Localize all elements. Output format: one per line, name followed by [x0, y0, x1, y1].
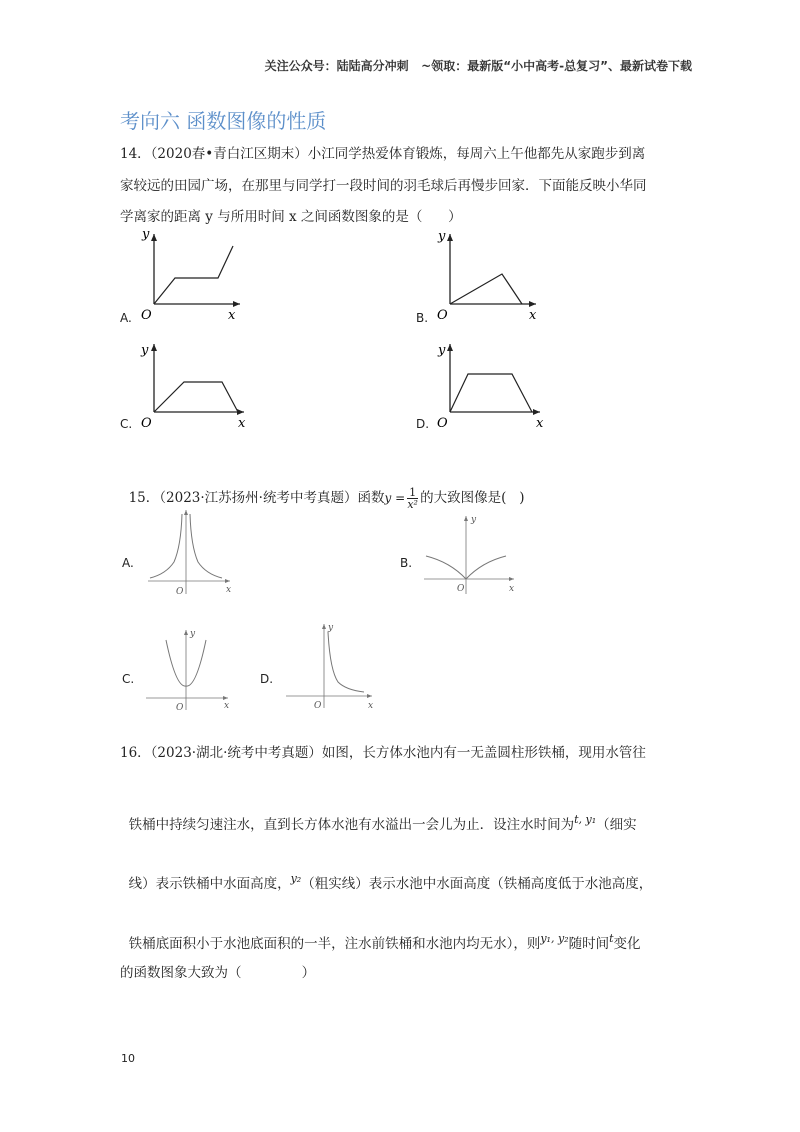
origin-label: O: [141, 308, 152, 322]
axis-y-label: y: [328, 623, 334, 633]
axis-y-label: y: [471, 515, 477, 525]
q15-suffix: 的大致图像是( ): [420, 490, 525, 506]
axis-x-label: x: [368, 701, 374, 711]
q16-line-4a: 铁桶底面积小于水池底面积的一半，注水前铁桶和水池内均无水），则: [128, 936, 541, 952]
q15-option-a-label: A.: [122, 556, 134, 570]
q14-line-1: 14．（2020春•青白江区期末）小江同学热爱体育锻炼，每周六上午他都先从家跑步到离: [120, 146, 646, 162]
q14-graph-c: [138, 336, 254, 432]
q15-func-lhs: y =: [384, 491, 406, 505]
axis-y-label: y: [438, 229, 446, 244]
q16-line-2a: 铁桶中持续匀速注水，直到长方体水池有水溢出一会儿为止．设注水时间为: [128, 817, 575, 833]
q14-line-2: 家较远的田园广场，在那里与同学打一段时间的羽毛球后再慢步回家．下面能反映小华同: [120, 178, 647, 194]
origin-label: O: [176, 587, 184, 597]
q16-sym-y1-y2: y₁, y₂: [540, 932, 569, 945]
q15-option-d-label: D.: [260, 672, 274, 686]
q14-graph-b: [434, 226, 546, 322]
q15-graph-c: [142, 626, 234, 714]
axis-y-label: y: [438, 343, 446, 358]
q14-graph-d: [434, 336, 550, 432]
origin-label: O: [457, 584, 465, 594]
q15-frac-den: x²: [407, 498, 418, 511]
axis-x-label: x: [536, 416, 544, 431]
q15-option-b-label: B.: [400, 556, 413, 570]
q16-line-1: 16．（2023·湖北·统考中考真题）如图，长方体水池内有一无盖圆柱形铁桶，现用水管往: [120, 745, 646, 761]
q15-frac-num: 1: [409, 486, 417, 499]
page-header: 关注公众号：陆陆高分冲刺 ~领取：最新版“小中高考-总复习”、最新试卷下载: [264, 59, 692, 73]
q15-option-c-label: C.: [122, 672, 135, 686]
origin-label: O: [176, 703, 184, 713]
axis-x-label: x: [228, 308, 236, 322]
axis-x-label: x: [529, 308, 537, 322]
q15-line: [120, 470, 525, 510]
q16-line-3a: 线）表示铁桶中水面高度，: [128, 876, 291, 892]
q16-sym-y2: y₂: [290, 872, 302, 885]
axis-y-label: y: [142, 227, 150, 242]
q16-line-2: [120, 797, 637, 833]
section-title: 考向六 函数图像的性质: [120, 109, 327, 133]
origin-label: O: [437, 416, 448, 431]
q16-line-3: [120, 856, 652, 892]
q14-option-c-label: C.: [120, 417, 133, 431]
q14-graph-a: [138, 226, 250, 322]
axis-x-label: x: [224, 701, 230, 711]
q16-sym-t: t: [609, 932, 614, 945]
q14-option-b-label: B.: [416, 311, 429, 325]
q14-option-d-label: D.: [416, 417, 430, 431]
q16-line-3b: （粗实线）表示水池中水面高度（铁桶高度低于水池高度，: [301, 876, 653, 892]
q15-graph-a: [144, 506, 236, 598]
q16-line-5: 的函数图象大致为（ ）: [120, 965, 316, 981]
q16-line-4b: 随时间: [568, 936, 610, 952]
q16-line-4c: 变化: [613, 936, 641, 952]
page-number: 10: [121, 1052, 135, 1065]
axis-x-label: x: [238, 416, 246, 431]
q15-fraction: [407, 487, 418, 510]
axis-y-label: y: [190, 629, 196, 639]
axis-y-label: y: [141, 343, 149, 358]
axis-x-label: x: [226, 585, 232, 595]
origin-label: O: [141, 416, 152, 431]
q16-line-2b: （细实: [596, 817, 637, 833]
q14-line-3: 学离家的距离 y 与所用时间 x 之间函数图象的是（ ）: [120, 209, 462, 225]
q14-option-a-label: A.: [120, 311, 132, 325]
origin-label: O: [314, 701, 322, 711]
q16-sym-t-y1: t, y₁: [574, 813, 597, 826]
origin-label: O: [437, 308, 448, 322]
q15-graph-d: [282, 620, 378, 712]
q16-line-4: [120, 916, 641, 952]
q15-graph-b: [420, 512, 520, 602]
axis-x-label: x: [509, 584, 515, 594]
q15-prefix: 15．（2023·江苏扬州·统考中考真题）函数: [128, 490, 385, 506]
